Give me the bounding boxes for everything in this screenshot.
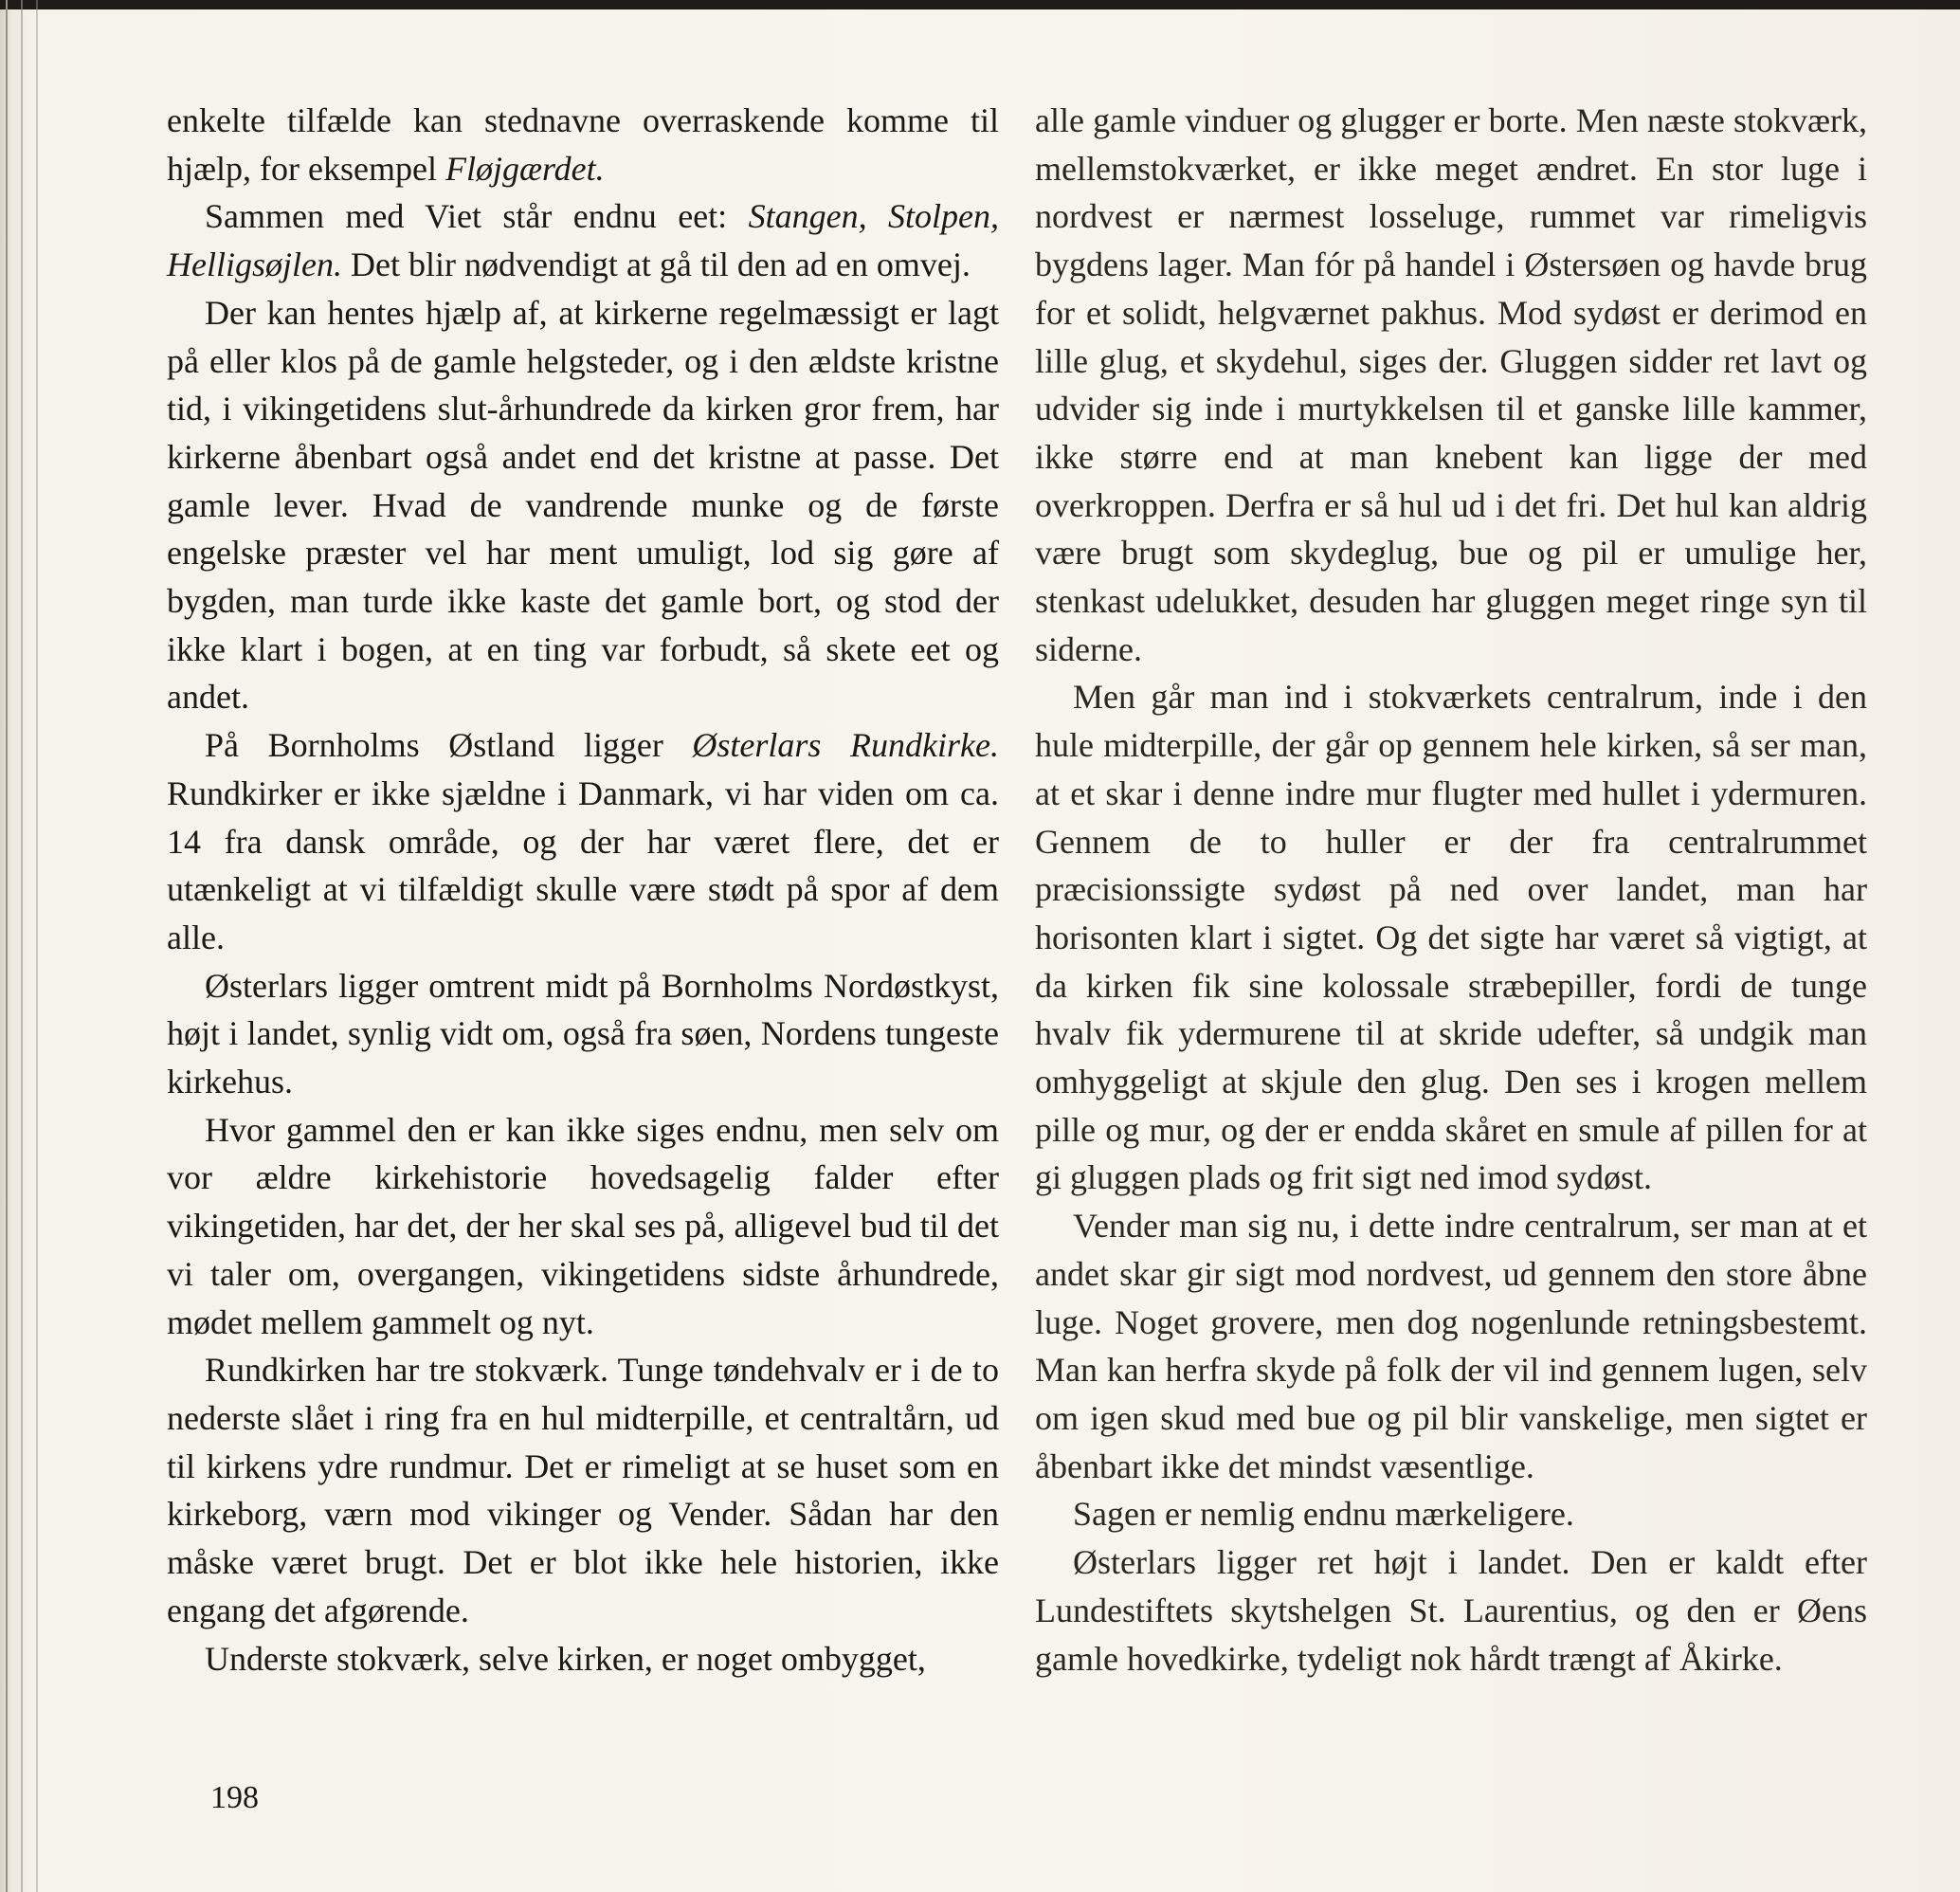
page-edge-line: [6, 0, 8, 1892]
scan-top-edge: [0, 0, 1960, 9]
paragraph: [167, 721, 999, 962]
text-run: Hvor gammel den er kan ikke siges endnu, men selv om vor ældre kirkehistorie hovedsagelig falder efter vikingetiden, har det, der her skal ses på, alligevel bud til det vi taler om, overgangen, vikingetidens sidste århundrede, mødet mellem gammelt og nyt.: [167, 1110, 999, 1341]
paragraph: [1035, 1202, 1867, 1490]
text-run: Rundkirken har tre stokværk. Tunge tøndehvalv er i de to nederste slået i ring fra en hul midterpille, et centraltårn, ud til kirkens ydre rundmur. Det er rimeligt at se huset som en kirkeborg, værn mod vikinger og Vender. Sådan har den måske været brugt. Det er blot ikke hele historien, ikke engang det afgørende.: [167, 1351, 999, 1629]
paragraph: [1035, 97, 1867, 673]
text-run: Østerlars ligger ret højt i landet. Den er kaldt efter Lundestiftets skytshelgen St. Laurentius, og den er Øens gamle hovedkirke, tydeligt nok hårdt trængt af Åkirke.: [1035, 1543, 1867, 1678]
italic-text-run: Østerlars Rundkirke.: [692, 726, 999, 765]
italic-text-run: Fløjgærdet.: [445, 149, 605, 188]
paragraph: [167, 192, 999, 288]
text-run: alle gamle vinduer og glugger er borte. Men næste stokværk, mellemstokværket, er ikke meget ændret. En stor luge i nordvest er nærmest losseluge, rummet var rimeligvis bygdens lager. Man fór på handel i Østersøen og havde brug for et solidt, helgværnet pakhus. Mod sydøst er derimod en lille glug, et skydehul, siges der. Gluggen sidder ret lavt og udvider sig inde i murtykkelsen til et ganske lille kammer, ikke større end at man knebent kan ligge der med overkroppen. Derfra er så hul ud i det fri. Det hul kan aldrig være brugt som skydeglug, bue og pil er umulige her, stenkast udelukket, desuden har gluggen meget ringe syn til siderne.: [1035, 101, 1867, 668]
text-run: Underste stokværk, selve kirken, er noget ombygget,: [205, 1639, 926, 1678]
paragraph: [1035, 1538, 1867, 1683]
text-run: enkelte tilfælde kan stednavne overraskende komme til hjælp, for eksempel: [167, 101, 999, 188]
text-run: Sagen er nemlig endnu mærkeligere.: [1073, 1495, 1574, 1534]
paragraph: [1035, 673, 1867, 1202]
paragraph: [167, 97, 999, 192]
italic-text-run: Stangen, Stolpen, Helligsøjlen.: [167, 197, 999, 284]
page-edge-line: [21, 0, 23, 1892]
text-run: Østerlars ligger omtrent midt på Bornholms Nordøstkyst, højt i landet, synlig vidt om, også fra søen, Nordens tungeste kirkehus.: [167, 966, 999, 1101]
text-run: Men går man ind i stokværkets centralrum, inde i den hule midterpille, der går op gennem hele kirken, så ser man, at et skar i denne indre mur flugter med hullet i ydermuren. Gennem de to huller er der fra centralrummet præcisionssigte sydøst på ned over landet, man har horisonten klart i sigtet. Og det sigte har været så vigtigt, at da kirken fik sine kolossale stræbepiller, fordi de tunge hvalv fik ydermurene til at skride udefter, så undgik man omhyggeligt at skjule den glug. Den ses i krogen mellem pille og mur, og der er endda skåret en smule af pillen for at gi gluggen plads og frit sigt ned imod sydøst.: [1035, 678, 1867, 1197]
text-run: På Bornholms Østland ligger: [205, 726, 693, 765]
text-run: Det blir nødvendigt at gå til den ad en omvej.: [341, 246, 971, 284]
page-edge-line: [36, 0, 38, 1892]
paragraph: [167, 1635, 999, 1683]
paragraph: [167, 1346, 999, 1634]
paragraph: [167, 1106, 999, 1347]
right-text-column: [1035, 97, 1867, 1683]
text-run: Rundkirker er ikke sjældne i Danmark, vi har viden om ca. 14 fra dansk område, og der har været flere, det er utænkeligt at vi tilfældigt skulle være stødt på spor af dem alle.: [167, 773, 999, 956]
text-run: Sammen med Viet står endnu eet:: [205, 197, 749, 236]
text-run: Der kan hentes hjælp af, at kirkerne regelmæssigt er lagt på eller klos på de gamle helgsteder, og i den ældste kristne tid, i vikingetidens slut-århundrede da kirken gror frem, har kirkerne åbenbart også andet end det kristne at passe. Det gamle lever. Hvad de vandrende munke og de første engelske præster vel har ment umuligt, lod sig gøre af bygden, man turde ikke kaste det gamle bort, og stod der ikke klart i bogen, at en ting var forbudt, så skete eet og andet.: [167, 293, 999, 717]
page-number: 198: [210, 1780, 259, 1815]
left-text-column: [167, 97, 999, 1683]
paragraph: [1035, 1490, 1867, 1538]
paragraph: [167, 962, 999, 1106]
text-run: Vender man sig nu, i dette indre centralrum, ser man at et andet skar gir sigt mod nordvest, ud gennem den store åbne luge. Noget grovere, men dog nogenlunde retningsbestemt. Man kan herfra skyde på folk der vil ind gennem lugen, selv om igen skud med bue og pil blir vanskelige, men sigtet er åbenbart ikke det mindst væsentlige.: [1035, 1207, 1867, 1485]
paragraph: [167, 289, 999, 721]
